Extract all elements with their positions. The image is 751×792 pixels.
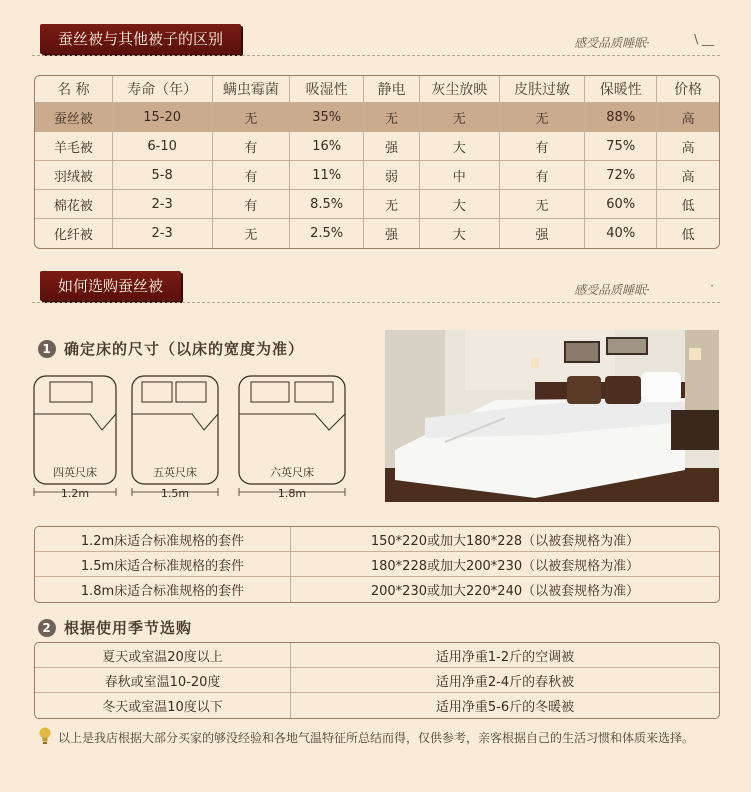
size-table <box>34 526 720 603</box>
table-cell: 有 <box>213 132 291 161</box>
footnote-text: 以上是我店根据大部分买家的够没经验和各地气温特征所总结而得，仅供参考，亲客根据自己的生活习惯和体质来选择。 <box>58 731 695 745</box>
section-title: 蚕丝被与其他被子的区别 <box>40 24 241 54</box>
table-cell: 适用净重1-2斤的空调被 <box>291 643 719 668</box>
table-cell: 大 <box>420 132 500 161</box>
bed-size-diagrams <box>32 374 352 504</box>
table-cell: 化纤被 <box>35 219 113 248</box>
slogan-ornament: \ __ <box>694 32 714 46</box>
table-cell: 高 <box>657 161 719 190</box>
table-cell: 2-3 <box>113 219 213 248</box>
table-cell: 羽绒被 <box>35 161 113 190</box>
section-slogan: 感受品质睡眠· <box>574 283 650 297</box>
table-cell: 72% <box>585 161 657 190</box>
table-row <box>35 219 719 248</box>
table-cell: 有 <box>213 161 291 190</box>
table-cell: 15-20 <box>113 103 213 132</box>
footnote <box>38 727 694 748</box>
table-row <box>35 190 719 219</box>
table-cell: 强 <box>500 219 586 248</box>
table-cell: 150*220或加大180*228（以被套规格为准） <box>291 527 719 552</box>
table-cell: 有 <box>500 161 586 190</box>
step-title: 确定床的尺寸（以床的宽度为准） <box>64 340 305 358</box>
column-header: 价格 <box>657 76 719 103</box>
table-cell: 蚕丝被 <box>35 103 113 132</box>
table-cell: 8.5% <box>290 190 364 219</box>
table-cell: 无 <box>364 103 420 132</box>
bed-label: 四英尺床 <box>53 466 97 479</box>
bed-width: 1.5m <box>160 487 190 500</box>
table-row <box>35 668 719 693</box>
column-header: 螨虫霉菌 <box>213 76 291 103</box>
table-cell: 88% <box>585 103 657 132</box>
step-number-badge: 2 <box>38 619 56 637</box>
table-cell: 大 <box>420 190 500 219</box>
table-cell: 2.5% <box>290 219 364 248</box>
column-header: 皮肤过敏 <box>500 76 586 103</box>
table-cell: 适用净重2-4斤的春秋被 <box>291 668 719 693</box>
table-cell: 2-3 <box>113 190 213 219</box>
table-cell: 无 <box>364 190 420 219</box>
table-header-row <box>35 76 719 103</box>
table-cell: 夏天或室温20度以上 <box>35 643 291 668</box>
column-header: 吸湿性 <box>290 76 364 103</box>
step-title: 根据使用季节选购 <box>64 619 193 637</box>
table-cell: 低 <box>681 228 695 243</box>
table-row <box>35 161 719 190</box>
section-slogan: 感受品质睡眠· <box>574 36 650 50</box>
table-row <box>35 552 719 577</box>
table-cell: 无 <box>500 103 586 132</box>
table-cell: 60% <box>585 190 657 219</box>
table-row <box>35 132 719 161</box>
column-header: 名 称 <box>35 76 113 103</box>
table-cell: 低 <box>657 190 719 219</box>
column-header: 静电 <box>364 76 420 103</box>
season-table <box>34 642 720 719</box>
table-row <box>35 693 719 718</box>
table-cell: 羊毛被 <box>35 132 113 161</box>
table-cell: 无 <box>213 103 291 132</box>
table-cell: 无 <box>420 103 500 132</box>
table-row <box>35 643 719 668</box>
step-2-heading <box>38 617 192 638</box>
table-cell: 1.5m床适合标准规格的套件 <box>35 552 291 577</box>
table-cell: 200*230或加大220*240（以被套规格为准） <box>370 584 640 599</box>
table-cell: 5-8 <box>113 161 213 190</box>
table-cell: 6-10 <box>113 132 213 161</box>
table-cell: 有 <box>500 132 586 161</box>
section-header-how-to-buy <box>32 271 720 303</box>
bedroom-photo <box>385 330 719 502</box>
comparison-table <box>34 75 720 249</box>
table-cell: 75% <box>585 132 657 161</box>
section-header-difference <box>32 24 720 56</box>
table-cell: 40% <box>585 219 657 248</box>
section-title: 如何选购蚕丝被 <box>40 271 181 301</box>
table-cell: 16% <box>290 132 364 161</box>
table-cell: 强 <box>364 132 420 161</box>
step-number-badge: 1 <box>38 340 56 358</box>
bed-diagram-1-5m <box>130 374 220 498</box>
table-cell: 大 <box>420 219 500 248</box>
column-header: 保暖性 <box>585 76 657 103</box>
column-header: 灰尘放映 <box>420 76 500 103</box>
table-cell: 有 <box>213 190 291 219</box>
table-cell: 弱 <box>364 161 420 190</box>
section-divider <box>32 302 720 303</box>
bed-diagram-1-2m <box>32 374 118 498</box>
lightbulb-icon <box>38 727 52 748</box>
table-row <box>35 103 719 132</box>
table-cell: 春秋或室温10-20度 <box>35 668 291 693</box>
table-cell: 适用净重5-6斤的冬暖被 <box>435 700 575 715</box>
table-cell: 无 <box>213 219 291 248</box>
table-cell: 中 <box>420 161 500 190</box>
bed-label: 六英尺床 <box>270 466 314 479</box>
table-cell: 1.8m床适合标准规格的套件 <box>35 577 291 602</box>
bed-diagram-1-8m <box>237 374 347 498</box>
bed-label: 五英尺床 <box>153 466 197 479</box>
table-cell: 强 <box>364 219 420 248</box>
table-cell: 高 <box>657 132 719 161</box>
table-cell: 无 <box>500 190 586 219</box>
section-divider <box>32 55 720 56</box>
table-cell: 11% <box>290 161 364 190</box>
table-cell: 35% <box>290 103 364 132</box>
bed-width: 1.8m <box>277 487 307 500</box>
column-header: 寿命（年） <box>113 76 213 103</box>
step-1-heading <box>38 338 304 359</box>
table-cell: 高 <box>657 103 719 132</box>
table-row <box>35 577 719 602</box>
table-row <box>35 527 719 552</box>
table-cell: 冬天或室温10度以下 <box>35 693 291 718</box>
table-cell: 棉花被 <box>35 190 113 219</box>
slogan-ornament: · <box>710 279 714 293</box>
table-cell: 1.2m床适合标准规格的套件 <box>35 527 291 552</box>
bed-width: 1.2m <box>60 487 90 500</box>
table-cell: 180*228或加大200*230（以被套规格为准） <box>291 552 719 577</box>
